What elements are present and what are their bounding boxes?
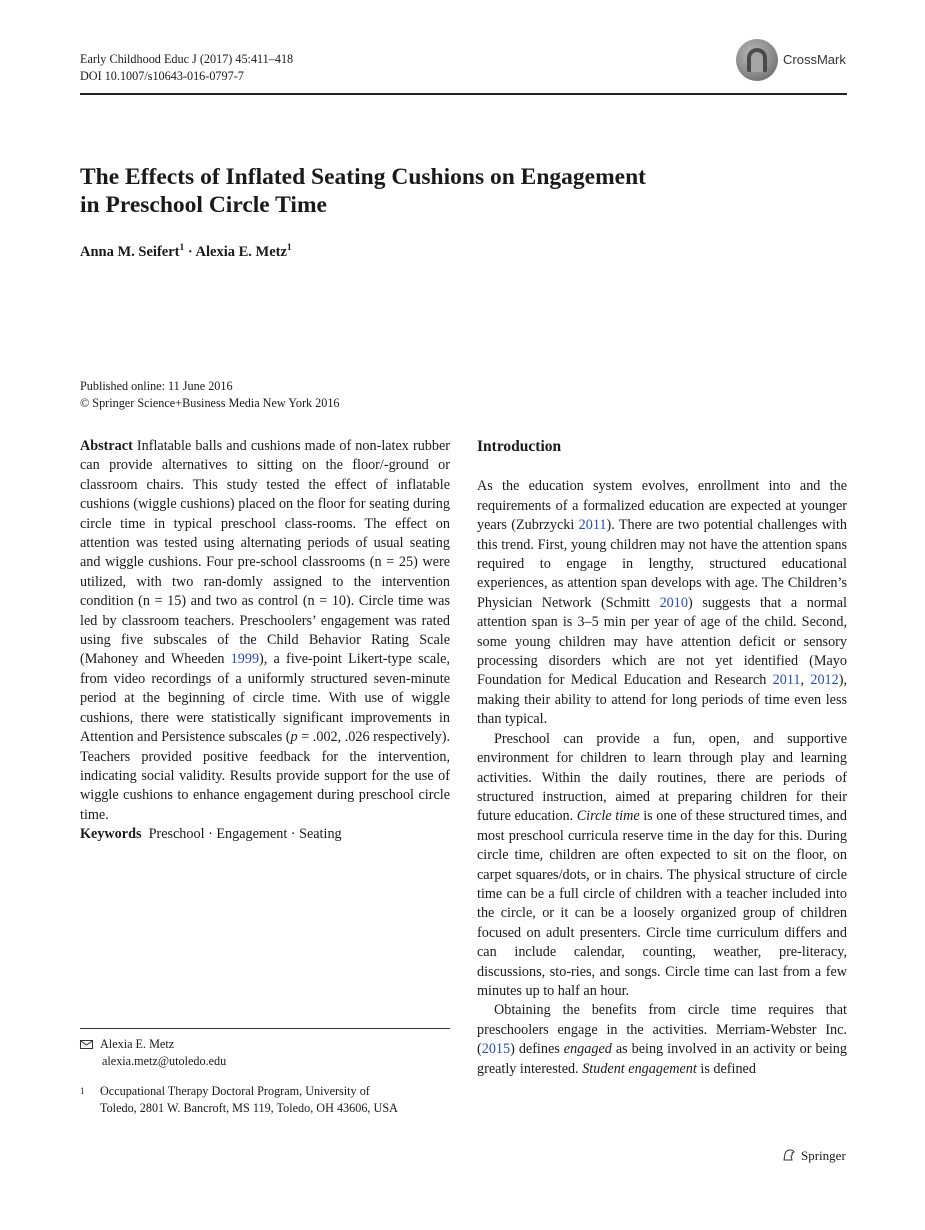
abstract [80, 437, 450, 825]
citation-separator: , [800, 672, 811, 689]
affiliation-line: Toledo, 2801 W. Bancroft, MS 119, Toledo, OH 43606, USA [100, 1100, 398, 1115]
article-title [80, 163, 780, 219]
section-heading: Introduction [477, 438, 562, 455]
affiliation-mark: 1 [179, 243, 185, 253]
crossmark-icon [736, 39, 778, 81]
paragraph-text: is one of these structured times, and most preschool curricula reserve time in the day for this. During circle time, children are often expected to sit on the floor, on carpet squares/dots, or in chairs. The physical structure of circle time can be a full circle of children with a teacher included into the circle, or it can be a loosely organized group of children focused on adult presenters. Circle time curriculum differs and can include calendar, counting, weather, pre-literacy, discussions, sto-ries, and songs. Circle time can last from a few minutes up to half an hour. [477, 808, 847, 999]
title-line-2: in Preschool Circle Time [80, 192, 327, 218]
footnote-mark: 1 [80, 1086, 85, 1096]
paragraph-text: ) defines [510, 1041, 564, 1058]
envelope-icon [80, 1040, 93, 1049]
contact-email[interactable]: alexia.metz@utoledo.edu [102, 1053, 227, 1068]
paragraph-text: ) suggests that a normal attention span is 3–5 min per year of age of the child. Second, some young children may have attention deficit or sensory processing disorders which are not yet identified (Mayo Foundation for Medical Education and Research [477, 594, 847, 689]
citation-link[interactable]: 2015 [481, 1041, 511, 1058]
citation-link[interactable]: 2011 [578, 517, 607, 534]
keywords [80, 825, 450, 844]
keywords-label: Keywords [80, 826, 142, 843]
emphasis: engaged [563, 1041, 612, 1058]
right-column [477, 437, 847, 1079]
publication-info [80, 378, 340, 411]
p-symbol: p [290, 729, 298, 746]
doi[interactable]: DOI 10.1007/s10643-016-0797-7 [80, 68, 244, 83]
abstract-label: Abstract [80, 438, 133, 454]
citation-link[interactable]: 2011 [772, 672, 801, 689]
contact-name: Alexia E. Metz [100, 1037, 175, 1051]
affiliation-mark: 1 [286, 243, 292, 253]
emphasis: Student engagement [582, 1060, 697, 1077]
paragraph-text: As the education system evolves, enrollment into and the requirements of a formalized education are expected at younger years (Zubrzycki [477, 478, 847, 534]
abstract-text: = .002, .026 respectively). Teachers provided positive feedback for the intervention, indicating social validity. Results provide support for the use of wiggle cushions to enhance engagement during preschool circle time. [80, 729, 450, 823]
published-date: Published online: 11 June 2016 [80, 379, 233, 393]
author-name[interactable]: Anna M. Seifert [80, 243, 180, 260]
citation-link[interactable]: 2010 [659, 594, 688, 611]
crossmark-label: CrossMark [783, 52, 846, 67]
paragraph [477, 730, 847, 1002]
paragraph [477, 477, 847, 729]
author-list [80, 243, 292, 261]
paragraph-text: Obtaining the benefits from circle time requires that preschoolers engage in the activities. Merriam-Webster Inc. ( [477, 1002, 847, 1058]
paragraph [477, 1001, 847, 1079]
header-divider [80, 93, 847, 95]
left-column [80, 437, 450, 845]
citation-link[interactable]: 2012 [810, 672, 839, 689]
publisher-name: Springer [801, 1148, 846, 1163]
author-name[interactable]: Alexia E. Metz [195, 243, 287, 260]
affiliation-line: Occupational Therapy Doctoral Program, University of [100, 1084, 370, 1098]
corresponding-author [80, 1036, 226, 1069]
crossmark-badge[interactable] [736, 39, 856, 83]
title-line-1: The Effects of Inflated Seating Cushions on Engagement [80, 164, 646, 190]
paragraph-text: as being involved in an activity or being greatly interested. [477, 1041, 847, 1077]
paragraph-text: ), making their ability to attend for long periods of time even less than typical. [477, 672, 848, 728]
abstract-text: Inflatable balls and cushions made of non-latex rubber can provide alternatives to sitting on the floor/-ground or classroom chairs. This study tested the effect of inflatable cushions (wiggle cushions) placed on the floor for seating during circle time in typical preschool class-rooms. The effect on attention was tested using alternating periods of usual seating and wiggle cushions. Four pre-school classrooms (n = 25) were utilized, with two ran-domly assigned to the intervention condition (n = 15) and two as control (n = 10). Circle time was led by classroom teachers. Preschoolers’ engagement was rated using five subscales of the Child Behavior Rating Scale (Mahoney and Wheeden [80, 438, 451, 668]
journal-info [80, 51, 293, 84]
citation-link[interactable]: 1999 [230, 651, 260, 668]
footnote-divider [80, 1028, 450, 1029]
journal-citation: Early Childhood Educ J (2017) 45:411–418 [80, 52, 294, 66]
keywords-text: Preschool · Engagement · Seating [148, 826, 342, 843]
author-separator: · [184, 243, 196, 260]
abstract-text: ), a five-point Likert-type scale, from video recordings of a uniformly structured seven-minute period at the beginning of circle time. With use of wiggle cushions, there were statistically significant improvements in Attention and Persistence subscales ( [80, 651, 450, 746]
paragraph-text: ). There are two potential challenges with this trend. First, young children may not have the attention spans required to engage in lengthy, structured educational experiences, as attention span develops with age. The Children’s Physician Network (Schmitt [477, 517, 847, 611]
springer-horse-icon [782, 1148, 796, 1162]
paragraph-text: is defined [696, 1060, 756, 1077]
publisher-logo [782, 1146, 846, 1164]
copyright-notice: © Springer Science+Business Media New York 2016 [80, 395, 340, 410]
emphasis: Circle time [576, 808, 640, 825]
paragraph-text: Preschool can provide a fun, open, and supportive environment for children to learn through play and learning activities. Within the daily routines, there are periods of structured instruction, aimed at preparing children for their future education. [477, 730, 847, 825]
affiliation-footnote [80, 1083, 398, 1116]
